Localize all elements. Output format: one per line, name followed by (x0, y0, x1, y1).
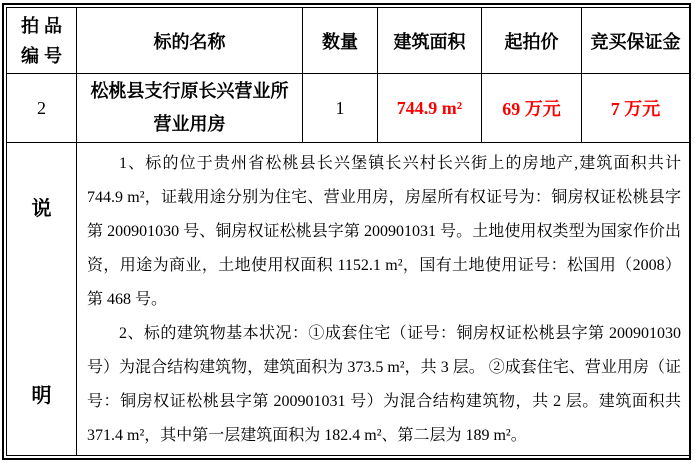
notes-label-char-bottom: 明 (31, 385, 52, 407)
notes-body-cell (77, 143, 690, 456)
notes-paragraph-2: 2、标的建筑物基本状况：①成套住宅（证号：铜房权证松桃县字第 200901030 号）为混合结构建筑物，建筑面积为 373.5 m²，共 3 层。 ②成套住宅、营业用房（证号：铜房权证松桃县字第 200901031 号）为混合结构建筑物，共 2 层。建筑面积共 371.4 m²，其中第一层建筑面积为 182.4 m²、第二层为 189 m²。 (87, 325, 681, 444)
lot-number-value: 2 (7, 74, 77, 143)
notes-paragraph-1: 1、标的位于贵州省松桃县长兴堡镇长兴村长兴街上的房地产,建筑面积共计 744.9 m²，证载用途分别为住宅、营业用房，房屋所有权证号为：铜房权证松桃县字第 200901030 号、铜房权证松桃县字第 200901031 号。土地使用权类型为国家作价出资，用途为商业，土地使用权面积 1152.1 m²，国有土地使用证号：松国用（2008）第 468 号。 (87, 155, 681, 308)
header-cell-building-area: 建筑面积 (378, 8, 482, 74)
header-cell-starting-price: 起拍价 (482, 8, 582, 74)
header-cell-subject-name: 标的名称 (77, 8, 303, 74)
header-cell-quantity: 数量 (303, 8, 378, 74)
bid-deposit-value: 7 万元 (582, 74, 690, 143)
header-lot-number-line1: 拍 品 (20, 15, 62, 36)
subject-name-line2: 营业用房 (153, 114, 226, 134)
lot-data-row (7, 74, 690, 143)
table-outer-frame (2, 3, 691, 460)
header-cell-lot-number (7, 8, 77, 74)
notes-label-cell (7, 143, 77, 456)
auction-lot-table (6, 7, 690, 456)
subject-name-value (77, 74, 303, 143)
notes-label-char-top: 说 (31, 198, 52, 220)
header-cell-bid-deposit: 竞买保证金 (582, 8, 690, 74)
notes-row (7, 143, 690, 456)
table-header-row (7, 8, 690, 74)
starting-price-value: 69 万元 (482, 74, 582, 143)
subject-name-line1: 松桃县支行原长兴营业所 (90, 81, 289, 101)
building-area-value: 744.9 m² (378, 74, 482, 143)
quantity-value: 1 (303, 74, 378, 143)
header-lot-number-line2: 编 号 (20, 45, 62, 66)
